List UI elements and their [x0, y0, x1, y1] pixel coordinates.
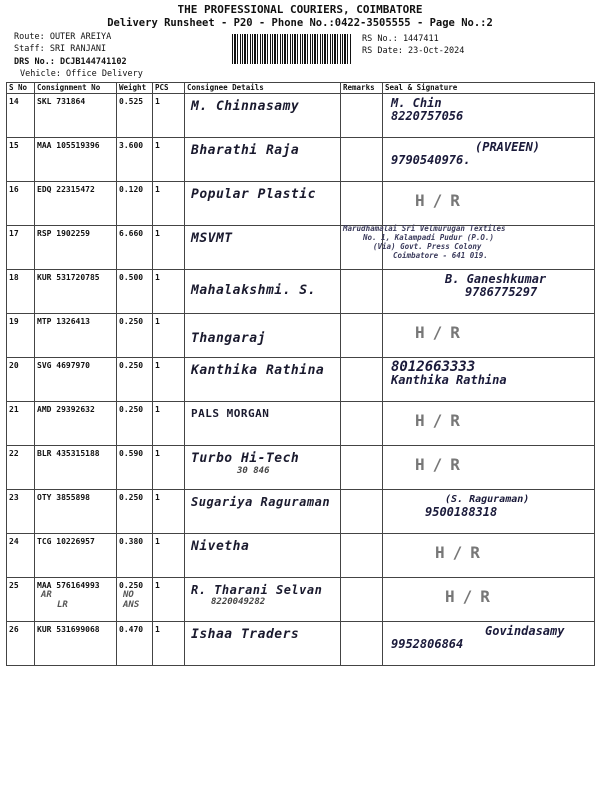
row-consignment-no: TCG 10226957: [35, 534, 117, 578]
row-sno: 24: [7, 534, 35, 578]
hr-mark: H/R: [415, 455, 468, 474]
row-signature: [383, 622, 595, 666]
row-weight: 0.590: [117, 446, 153, 490]
col-header-consignment: Consignment No: [35, 83, 117, 94]
handwritten-note-3: NO: [123, 590, 134, 600]
handwritten-note-4: ANS: [123, 600, 140, 610]
signature-text: B. Ganeshkumar: [445, 272, 547, 286]
barcode-image: [232, 34, 352, 64]
consignee-name: MSVMT: [191, 231, 233, 246]
hr-mark: H/R: [435, 543, 488, 562]
row-consignee: [185, 446, 341, 490]
consignee-note: 30 846: [237, 466, 270, 476]
row-consignee: [185, 358, 341, 402]
row-consignment-no: [35, 578, 117, 622]
row-sno: 15: [7, 138, 35, 182]
row-sno: 23: [7, 490, 35, 534]
route-label: Route: OUTER AREIYA: [14, 32, 112, 42]
row-signature: [383, 182, 595, 226]
row-remarks: [341, 622, 383, 666]
row-consignment-no: RSP 1902259: [35, 226, 117, 270]
consignee-note: 8220049282: [211, 597, 266, 607]
stamp-line-4: Coimbatore - 641 019.: [393, 251, 488, 260]
row-weight: 0.380: [117, 534, 153, 578]
col-header-remarks: Remarks: [341, 83, 383, 94]
table-header-row: [7, 83, 595, 94]
row-signature: [383, 490, 595, 534]
row-pcs: 1: [153, 402, 185, 446]
row-consignment-no: MAA 105519396: [35, 138, 117, 182]
consignee-name: PALS MORGAN: [191, 407, 270, 420]
signature-text: (S. Raguraman): [445, 494, 530, 505]
row-consignee: [185, 578, 341, 622]
row-pcs: 1: [153, 358, 185, 402]
consignee-name: Mahalakshmi. S.: [191, 283, 316, 298]
row-pcs: 1: [153, 226, 185, 270]
table-row: [7, 402, 595, 446]
company-stamp: [343, 224, 543, 260]
row-sno: 16: [7, 182, 35, 226]
signature-phone: 9790540976.: [391, 153, 471, 167]
row-signature: [383, 446, 595, 490]
row-remarks: [341, 534, 383, 578]
row-sno: 20: [7, 358, 35, 402]
row-consignment-no: SKL 731864: [35, 94, 117, 138]
consignee-name: Turbo Hi-Tech: [191, 451, 300, 466]
row-remarks: [341, 138, 383, 182]
row-signature: [343, 224, 595, 270]
consignment-number: MAA 576164993: [37, 581, 100, 590]
table-row: [7, 578, 595, 622]
row-sno: 25: [7, 578, 35, 622]
row-pcs: 1: [153, 314, 185, 358]
table-row: [7, 534, 595, 578]
row-pcs: 1: [153, 94, 185, 138]
row-consignment-no: SVG 4697970: [35, 358, 117, 402]
table-row: [7, 226, 595, 270]
row-remarks: [341, 270, 383, 314]
row-sno: 22: [7, 446, 35, 490]
row-remarks: [341, 578, 383, 622]
row-weight: 0.250: [117, 402, 153, 446]
row-remarks: [341, 490, 383, 534]
row-remarks: [341, 94, 383, 138]
row-consignee: [185, 534, 341, 578]
table-row: [7, 138, 595, 182]
runsheet-table: [6, 82, 595, 666]
row-weight: 0.470: [117, 622, 153, 666]
weight-value: 0.250: [119, 581, 144, 590]
row-weight: 0.500: [117, 270, 153, 314]
table-row: [7, 182, 595, 226]
row-remarks: [341, 446, 383, 490]
row-signature: [383, 270, 595, 314]
row-sno: 19: [7, 314, 35, 358]
row-pcs: 1: [153, 578, 185, 622]
row-weight: 0.250: [117, 490, 153, 534]
consignee-name: Kanthika Rathina: [191, 363, 325, 378]
row-weight: 0.250: [117, 358, 153, 402]
row-pcs: 1: [153, 534, 185, 578]
row-consignee: [185, 314, 341, 358]
handwritten-note-2: LR: [57, 600, 68, 610]
table-row: [7, 446, 595, 490]
row-consignee: [185, 138, 341, 182]
col-header-seal: Seal & Signature: [383, 83, 595, 94]
table-row: [7, 314, 595, 358]
stamp-line-1: Marudhamalai Sri Velmurugan Textiles: [343, 224, 506, 233]
signature-text: Kanthika Rathina: [391, 373, 507, 387]
company-title: THE PROFESSIONAL COURIERS, COIMBATORE: [177, 3, 423, 16]
stamp-line-2: No. 1, Kalampadi Pudur (P.O.): [363, 233, 494, 242]
row-consignment-no: BLR 435315188: [35, 446, 117, 490]
row-signature: [383, 578, 595, 622]
row-weight: 0.120: [117, 182, 153, 226]
row-pcs: 1: [153, 446, 185, 490]
staff-label: Staff: SRI RANJANI: [14, 44, 107, 54]
row-consignee: [185, 226, 341, 270]
row-sno: 21: [7, 402, 35, 446]
row-consignment-no: MTP 1326413: [35, 314, 117, 358]
table-row: [7, 490, 595, 534]
row-consignment-no: KUR 531699068: [35, 622, 117, 666]
signature-phone: 9500188318: [425, 505, 498, 519]
row-signature: [383, 138, 595, 182]
hr-mark: H/R: [415, 323, 468, 342]
row-signature: [383, 94, 595, 138]
col-header-sno: S No: [7, 83, 35, 94]
row-consignee: [185, 270, 341, 314]
signature-phone: 8012663333: [391, 359, 476, 375]
row-weight: 6.660: [117, 226, 153, 270]
row-consignee: [185, 182, 341, 226]
signature-text: Govindasamy: [485, 624, 565, 638]
rs-number: RS No.: 1447411: [362, 34, 439, 44]
row-pcs: 1: [153, 182, 185, 226]
signature-text: M. Chin: [391, 96, 442, 110]
row-consignment-no: KUR 531720785: [35, 270, 117, 314]
row-weight: 3.600: [117, 138, 153, 182]
drs-label: DRS No.: DCJB144741102: [14, 57, 127, 67]
signature-phone: 8220757056: [391, 109, 464, 123]
consignee-name: Thangaraj: [191, 331, 266, 346]
row-remarks: [341, 314, 383, 358]
row-signature: [383, 358, 595, 402]
runsheet-subtitle: Delivery Runsheet - P20 - Phone No.:0422-3505555 - Page No.:2: [107, 17, 493, 29]
consignee-name: Ishaa Traders: [191, 627, 300, 642]
row-weight: [117, 578, 153, 622]
row-sno: 14: [7, 94, 35, 138]
stamp-line-3: (Via) Govt. Press Colony: [373, 242, 482, 251]
hr-mark: H/R: [415, 411, 468, 430]
col-header-weight: Weight: [117, 83, 153, 94]
consignee-name: Bharathi Raja: [191, 143, 300, 158]
col-header-pcs: PCS: [153, 83, 185, 94]
row-remarks: [341, 402, 383, 446]
consignee-name: M. Chinnasamy: [191, 99, 300, 114]
rs-date: RS Date: 23-Oct-2024: [362, 46, 465, 56]
row-signature: [383, 534, 595, 578]
row-consignee: [185, 402, 341, 446]
row-pcs: 1: [153, 270, 185, 314]
row-remarks: [341, 358, 383, 402]
table-row: [7, 270, 595, 314]
signature-text: (PRAVEEN): [475, 140, 541, 154]
hr-mark: H/R: [415, 191, 468, 210]
row-sno: 17: [7, 226, 35, 270]
table-row: [7, 358, 595, 402]
row-weight: 0.250: [117, 314, 153, 358]
col-header-consignee: Consignee Details: [185, 83, 341, 94]
row-pcs: 1: [153, 138, 185, 182]
row-pcs: 1: [153, 490, 185, 534]
consignee-name: Nivetha: [191, 539, 250, 554]
row-weight: 0.525: [117, 94, 153, 138]
row-consignee: [185, 622, 341, 666]
row-consignment-no: OTY 3855898: [35, 490, 117, 534]
row-consignee: [185, 94, 341, 138]
handwritten-note-1: AR: [41, 590, 52, 600]
consignee-name: Popular Plastic: [191, 187, 316, 202]
row-pcs: 1: [153, 622, 185, 666]
hr-mark: H/R: [445, 587, 498, 606]
signature-phone: 9952806864: [391, 637, 464, 651]
row-sno: 26: [7, 622, 35, 666]
table-row: [7, 622, 595, 666]
row-consignment-no: AMD 29392632: [35, 402, 117, 446]
row-sno: 18: [7, 270, 35, 314]
table-row: [7, 94, 595, 138]
row-remarks: [341, 182, 383, 226]
row-consignee: [185, 490, 341, 534]
row-signature: [383, 314, 595, 358]
consignee-name: R. Tharani Selvan: [191, 583, 323, 597]
signature-phone: 9786775297: [465, 285, 538, 299]
consignee-name: Sugariya Raguraman: [191, 495, 331, 509]
vehicle-label: Vehicle: Office Delivery: [20, 69, 143, 79]
row-signature: [383, 402, 595, 446]
row-consignment-no: EDQ 22315472: [35, 182, 117, 226]
